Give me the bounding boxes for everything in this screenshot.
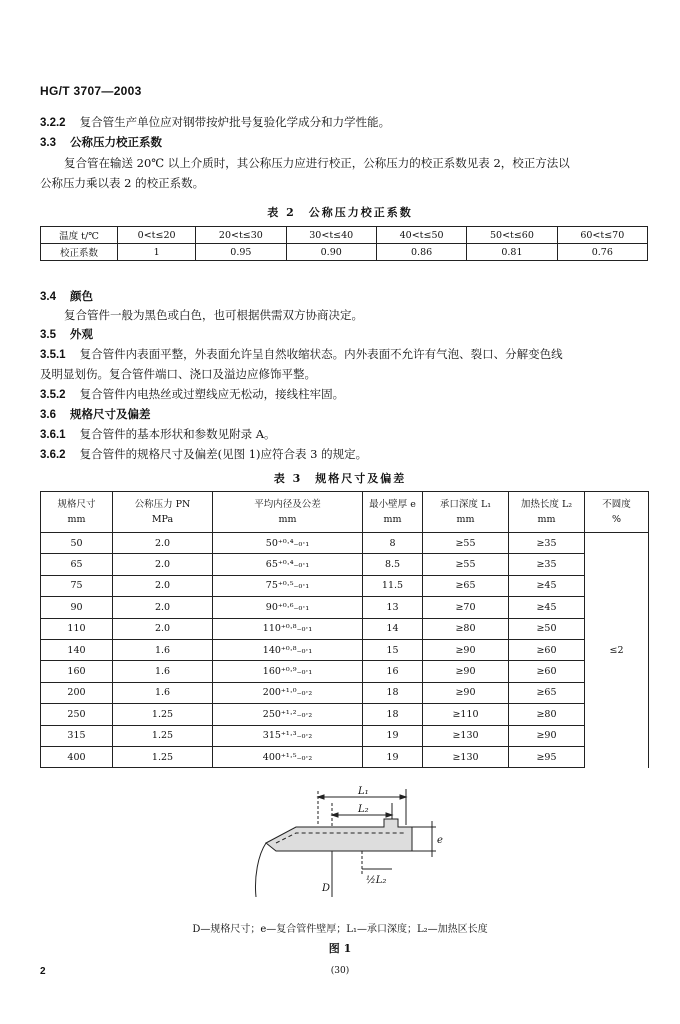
label-L2: L₂ bbox=[358, 804, 369, 815]
table-cell: 19 bbox=[363, 746, 423, 767]
table2-caption: 表 2 公称压力校正系数 bbox=[267, 206, 413, 219]
section-3-5-1-line1 bbox=[40, 344, 650, 365]
table-row bbox=[41, 227, 648, 244]
table-cell: 400⁺¹·⁵₋₀·₂ bbox=[213, 746, 363, 767]
column-header: 平均内径及公差 mm bbox=[213, 492, 363, 533]
sequence-number: (30) bbox=[330, 966, 350, 976]
arrow-icon bbox=[318, 795, 324, 799]
column-header: 公称压力 PN MPa bbox=[113, 492, 213, 533]
column-header: 不圆度 % bbox=[585, 492, 649, 533]
table-cell: ≥80 bbox=[509, 704, 585, 725]
page-number: 2 bbox=[40, 966, 46, 977]
section-3-3-heading bbox=[40, 132, 650, 153]
section-text: 复合管件内电热丝或过塑线应无松动，接线柱牢固。 bbox=[79, 387, 345, 401]
table-cell: 18 bbox=[363, 682, 423, 703]
section-number: 3.2.2 bbox=[40, 117, 66, 129]
figure-caption: 图 1 bbox=[328, 942, 352, 955]
table-row bbox=[41, 661, 649, 682]
table-cell: ≥90 bbox=[423, 661, 509, 682]
table-cell: 18 bbox=[363, 704, 423, 725]
table-cell: ≥95 bbox=[509, 746, 585, 767]
table-cell: 1.6 bbox=[113, 639, 213, 660]
label-e: e bbox=[437, 835, 443, 846]
table-cell: ≥130 bbox=[423, 746, 509, 767]
table-cell: 50 bbox=[41, 533, 113, 554]
table-cell: ≥70 bbox=[423, 597, 509, 618]
table-row bbox=[41, 533, 649, 554]
table-cell: 40<t≤50 bbox=[376, 227, 466, 244]
table-cell: 50<t≤60 bbox=[467, 227, 557, 244]
table-cell: 65 bbox=[41, 554, 113, 575]
table-cell: ≥35 bbox=[509, 533, 585, 554]
section-title: 公称压力校正系数 bbox=[70, 135, 162, 149]
table-row bbox=[41, 597, 649, 618]
table-row bbox=[41, 704, 649, 725]
table-cell: 8.5 bbox=[363, 554, 423, 575]
section-number: 3.5 bbox=[40, 329, 56, 341]
table-cell: 75 bbox=[41, 575, 113, 596]
table-cell: 65⁺⁰·⁴₋₀·₁ bbox=[213, 554, 363, 575]
section-3-2-2 bbox=[40, 112, 650, 133]
section-number: 3.3 bbox=[40, 137, 56, 149]
column-header: 承口深度 L₁ mm bbox=[423, 492, 509, 533]
table-row bbox=[41, 554, 649, 575]
table-cell: 50⁺⁰·⁴₋₀·₁ bbox=[213, 533, 363, 554]
table-cell: 200⁺¹·⁰₋₀·₂ bbox=[213, 682, 363, 703]
section-3-6-1 bbox=[40, 424, 650, 445]
section-text: 复合管件的规格尺寸及偏差(见图 1)应符合表 3 的规定。 bbox=[79, 447, 368, 461]
section-number: 3.6.1 bbox=[40, 429, 66, 441]
label-L1: L₁ bbox=[358, 786, 369, 797]
table-row bbox=[41, 639, 649, 660]
table-cell: ≥35 bbox=[509, 554, 585, 575]
arrow-icon bbox=[386, 813, 392, 817]
table-cell: 90⁺⁰·⁶₋₀·₁ bbox=[213, 597, 363, 618]
table-cell: 1.25 bbox=[113, 704, 213, 725]
table-cell: 11.5 bbox=[363, 575, 423, 596]
table-cell: ≥130 bbox=[423, 725, 509, 746]
table-cell: 250⁺¹·²₋₀·₂ bbox=[213, 704, 363, 725]
section-3-4-heading bbox=[40, 286, 650, 307]
column-header: 最小壁厚 e mm bbox=[363, 492, 423, 533]
section-3-5-1-line2: 及明显划伤。复合管件端口、浇口及溢边应修饰平整。 bbox=[40, 367, 316, 381]
table-cell: 1.6 bbox=[113, 661, 213, 682]
roundness-cell: ≤2 bbox=[585, 533, 649, 768]
table-cell: 60<t≤70 bbox=[557, 227, 647, 244]
table-row bbox=[41, 575, 649, 596]
table-cell: 2.0 bbox=[113, 597, 213, 618]
table-cell: ≥50 bbox=[509, 618, 585, 639]
table-cell: 13 bbox=[363, 597, 423, 618]
table2 bbox=[40, 226, 648, 261]
table-cell: ≥45 bbox=[509, 575, 585, 596]
table-cell: 2.0 bbox=[113, 533, 213, 554]
table-cell: 0.86 bbox=[376, 244, 466, 261]
section-3-3-body-line1: 复合管在输送 20℃ 以上介质时，其公称压力应进行校正，公称压力的校正系数见表 2，校正方法以 bbox=[64, 156, 570, 170]
section-3-6-2 bbox=[40, 444, 650, 465]
table-cell: ≥60 bbox=[509, 661, 585, 682]
table-cell: 温度 t/℃ bbox=[41, 227, 118, 244]
table-cell: 140 bbox=[41, 639, 113, 660]
pipe-wall bbox=[266, 819, 412, 851]
table-cell: ≥110 bbox=[423, 704, 509, 725]
table-cell: 1 bbox=[118, 244, 196, 261]
figure-legend: D—规格尺寸；e—复合管件壁厚；L₁—承口深度；L₂—加热区长度 bbox=[192, 924, 488, 935]
section-title: 规格尺寸及偏差 bbox=[70, 407, 151, 421]
table-cell: ≥60 bbox=[509, 639, 585, 660]
table-cell: 140⁺⁰·⁸₋₀·₁ bbox=[213, 639, 363, 660]
table-cell: 200 bbox=[41, 682, 113, 703]
table-cell: 15 bbox=[363, 639, 423, 660]
table-cell: 0.81 bbox=[467, 244, 557, 261]
table-cell: 0.95 bbox=[196, 244, 286, 261]
table-row bbox=[41, 725, 649, 746]
table-cell: ≥65 bbox=[509, 682, 585, 703]
section-3-4-body: 复合管件一般为黑色或白色，也可根据供需双方协商决定。 bbox=[64, 308, 363, 322]
section-number: 3.6 bbox=[40, 409, 56, 421]
table-cell: ≥45 bbox=[509, 597, 585, 618]
table-cell: 75⁺⁰·⁵₋₀·₁ bbox=[213, 575, 363, 596]
section-text: 复合管件的基本形状和参数见附录 A。 bbox=[79, 427, 276, 441]
table-cell: 0.90 bbox=[286, 244, 376, 261]
label-half-L2: ½L₂ bbox=[366, 875, 387, 886]
table-cell: ≥55 bbox=[423, 533, 509, 554]
table-cell: 160 bbox=[41, 661, 113, 682]
label-D: D bbox=[322, 883, 331, 894]
section-number: 3.5.2 bbox=[40, 389, 66, 401]
table-cell: ≥90 bbox=[509, 725, 585, 746]
section-3-5-2 bbox=[40, 384, 650, 405]
table-row bbox=[41, 682, 649, 703]
table3-caption: 表 3 规格尺寸及偏差 bbox=[273, 472, 407, 485]
table-cell: ≥80 bbox=[423, 618, 509, 639]
table-cell: ≥90 bbox=[423, 682, 509, 703]
table-cell: 1.6 bbox=[113, 682, 213, 703]
table-cell: 2.0 bbox=[113, 554, 213, 575]
table-cell: 315 bbox=[41, 725, 113, 746]
section-text: 复合管生产单位应对钢带按炉批号复验化学成分和力学性能。 bbox=[79, 115, 391, 129]
table-header-row bbox=[41, 492, 649, 533]
table-cell: 19 bbox=[363, 725, 423, 746]
table-cell: 校正系数 bbox=[41, 244, 118, 261]
break-line bbox=[255, 843, 266, 897]
table-row bbox=[41, 618, 649, 639]
table-cell: 400 bbox=[41, 746, 113, 767]
section-number: 3.4 bbox=[40, 291, 56, 303]
table-cell: 250 bbox=[41, 704, 113, 725]
section-title: 颜色 bbox=[70, 289, 93, 303]
table-cell: 30<t≤40 bbox=[286, 227, 376, 244]
table-cell: 20<t≤30 bbox=[196, 227, 286, 244]
table-cell: 2.0 bbox=[113, 618, 213, 639]
table-cell: 16 bbox=[363, 661, 423, 682]
arrow-icon bbox=[332, 813, 338, 817]
table-cell: 1.25 bbox=[113, 725, 213, 746]
section-title: 外观 bbox=[70, 327, 93, 341]
figure-1-drawing bbox=[236, 785, 446, 899]
section-3-6-heading bbox=[40, 404, 650, 425]
table-cell: 14 bbox=[363, 618, 423, 639]
section-number: 3.6.2 bbox=[40, 449, 66, 461]
table-cell: 110⁺⁰·⁸₋₀·₁ bbox=[213, 618, 363, 639]
table-row bbox=[41, 244, 648, 261]
table-cell: 110 bbox=[41, 618, 113, 639]
standard-number: HG/T 3707—2003 bbox=[40, 84, 142, 98]
table-cell: ≥90 bbox=[423, 639, 509, 660]
table-cell: ≥65 bbox=[423, 575, 509, 596]
section-3-5-heading bbox=[40, 324, 650, 345]
table-cell: 0<t≤20 bbox=[118, 227, 196, 244]
table-cell: 315⁺¹·³₋₀·₂ bbox=[213, 725, 363, 746]
table-cell: 2.0 bbox=[113, 575, 213, 596]
arrow-icon bbox=[400, 795, 406, 799]
section-3-3-body-line2: 公称压力乘以表 2 的校正系数。 bbox=[40, 176, 205, 190]
column-header: 规格尺寸 mm bbox=[41, 492, 113, 533]
table-cell: 90 bbox=[41, 597, 113, 618]
table-cell: 160⁺⁰·⁹₋₀·₁ bbox=[213, 661, 363, 682]
table-cell: ≥55 bbox=[423, 554, 509, 575]
table3 bbox=[40, 491, 649, 768]
table-cell: 0.76 bbox=[557, 244, 647, 261]
table-cell: 1.25 bbox=[113, 746, 213, 767]
section-number: 3.5.1 bbox=[40, 349, 66, 361]
table-row bbox=[41, 746, 649, 767]
column-header: 加热长度 L₂ mm bbox=[509, 492, 585, 533]
table-cell: 8 bbox=[363, 533, 423, 554]
section-text: 复合管件内表面平整，外表面允许呈自然收缩状态。内外表面不允许有气泡、裂口、分解变色线 bbox=[79, 347, 563, 361]
